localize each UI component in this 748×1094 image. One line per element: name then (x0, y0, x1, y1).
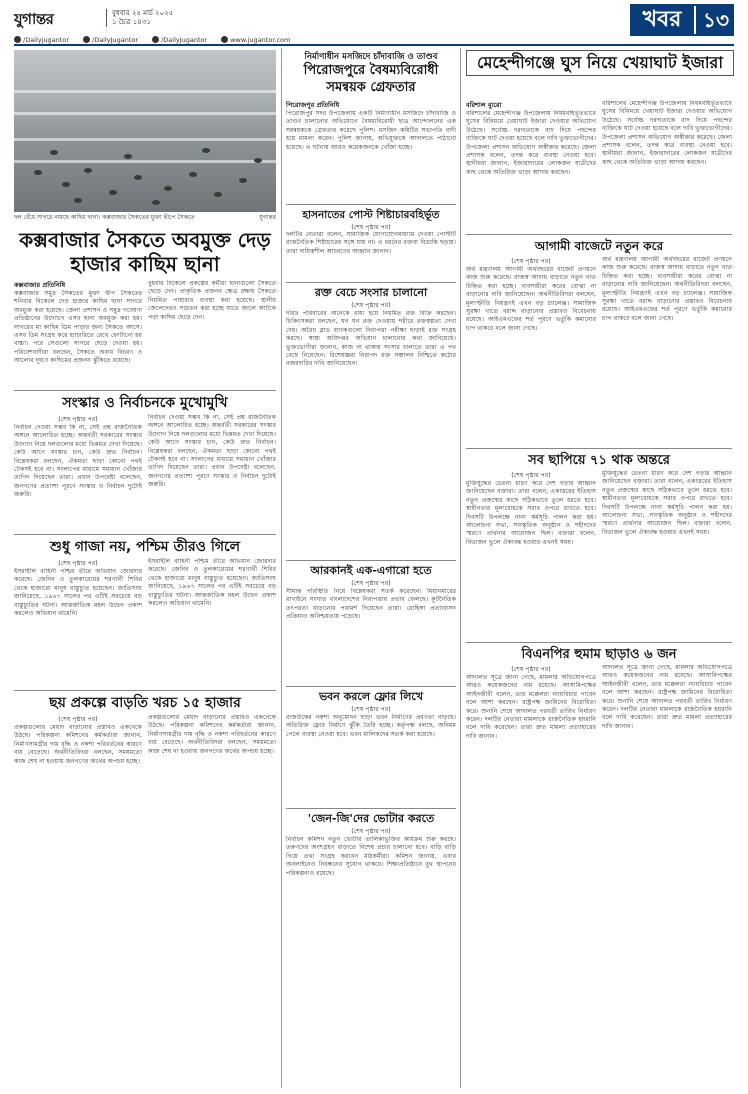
facebook-icon (14, 36, 21, 43)
hasnat-headline: হাসনাতের পোস্ট শিষ্টাচারবহির্ভূত (302, 209, 440, 221)
page-number: ১৩ (694, 6, 736, 34)
bnp-headline: বিএনপির হুমাম ছাড়াও ৬ জন (521, 647, 677, 662)
bhaban-headline: ভবন করলে ফ্লোর লিখে (318, 690, 424, 703)
arakan-body: সীমান্ত পরিস্থিতি নিয়ে বিশ্লেষকরা সতর্ক করেছেন। মিয়ানমারের রাখাইনে সংঘাত বাংলাদেশের নিরাপত্তায় প্রভাব ফেলছে। কূটনৈতিক তৎপরতা বাড়ানোর পরামর্শ দিয়েছেন তারা। রোহিঙ্গা প্রত্যাবাসন প্রক্রিয়াও অনিশ্চয়তায় পড়েছে। (286, 588, 456, 621)
social-link-facebook[interactable]: /Dailyjugantor (14, 36, 69, 44)
reform-headline: সংস্কার ও নির্বাচনকে মুখোমুখি (62, 395, 228, 411)
hasnat-body: দলটির নেতারা বলেন, সামাজিক যোগাযোগমাধ্যমে দেওয়া পোস্টটি রাজনৈতিক শিষ্টাচারের সঙ্গে যায় না। এ ধরনের বক্তব্য বিভ্রান্তি ছড়ায়। তারা দায়িত্বশীল আচরণের আহ্বান জানান। (286, 231, 456, 255)
genz-headline: 'জেন-জি'দের ভোটার করতে (307, 812, 435, 825)
turtle-photo (14, 50, 276, 212)
date-line-1: বুধবার ২৫ মার্চ ২০২৫ (112, 9, 174, 17)
bnp-body-col1: আদালত সূত্রে জানা গেছে, মামলার অভিযোগপত্রে আরও কয়েকজনের নাম রয়েছে। আসামিপক্ষের আইনজীবী বলেন, তার মক্কেলরা ন্যায়বিচার পাবেন বলে আশা করছেন। রাষ্ট্রপক্ষ জামিনের বিরোধিতা করে। শুনানি শেষে আদালত পরবর্তী তারিখ নির্ধারণ করেন। দলটির নেতারা মামলাকে রাজনৈতিক হয়রানি বলে দাবি করেছেন। তারা দ্রুত মামলা প্রত্যাহারের দাবি জানান। (466, 674, 596, 740)
social-link-youtube[interactable]: /DailyJugantor (152, 36, 207, 44)
arakan-headline: আরকানই এক-এগারো হতে (310, 564, 432, 577)
photo-caption: দল বেঁধে সাগরে নামছে কাছিম ছানা। কক্সবাজার সৈকতের মুক্তা দ্বীপে সৈকতে যুগান্তর (14, 214, 276, 221)
reform-body-col2: নির্বাচন দেওয়া সম্ভব কি না, সেই প্রশ্ন রাজনৈতিক অঙ্গনে আলোচিত হচ্ছে। অন্তর্বর্তী সরকারের সংস্কার উদ্যোগ নিয়ে দলগুলোর মধ্যে ভিন্নমত দেখা দিয়েছে। কেউ আগে সংস্কার চান, কেউ দ্রুত নির্বাচন। বিশ্লেষকরা বলছেন, ঐকমত্য ছাড়া কোনো পথই টেকসই হবে না। সংলাপের মাধ্যমে সমাধান খোঁজার তাগিদ দিয়েছেন তারা। প্রধান উপদেষ্টা বলেছেন, জনগণের প্রত্যাশা পূরণে সংস্কার ও নির্বাচন দুটোই জরুরি। (148, 414, 276, 489)
gaza-body-col1: ইসরাইলি বাহিনী পশ্চিম তীরে অভিযান জোরদার করেছে। জেনিন ও তুলকারেমের শরণার্থী শিবির থেকে হাজারো মানুষ বাস্তুচ্যুত হয়েছেন। জাতিসংঘ জানিয়েছে, ১৯৬৭ সালের পর এটিই সবচেয়ে বড় বাস্তুচ্যুতির ঘটনা। আন্তর্জাতিক মহল উদ্বেগ প্রকাশ করলেও অভিযান থামেনি। (14, 568, 142, 618)
photo-credit: যুগান্তর (259, 214, 276, 221)
budget-body-col2: অর্থ মন্ত্রণালয় আগামী অর্থবছরের বাজেট প্রণয়নে কাজ শুরু করেছে। রাজস্ব আদায় বাড়াতে নতুন খাত চিহ্নিত করা হচ্ছে। ব্যবসায়ীরা করের বোঝা না বাড়ানোর দাবি জানিয়েছেন। অর্থনীতিবিদরা বলছেন, মূল্যস্ফীতি নিয়ন্ত্রণই এখন বড় চ্যালেঞ্জ। সামাজিক সুরক্ষা খাতে বরাদ্দ বাড়ানোর প্রস্তাবও বিবেচনায় রয়েছে। আইএমএফের শর্ত পূরণে ভর্তুকি কমানোর চাপ থাকবে বলে জানা গেছে। (602, 256, 732, 322)
mehendiganj-body-col1: বরিশালের মেহেন্দীগঞ্জ উপজেলায় নিয়মবহির্ভূতভাবে ঘুসের বিনিময়ে খেয়াঘাট ইজারা দেওয়ার অভিযোগ উঠেছে। সর্বোচ্চ দরদাতাকে বাদ দিয়ে পছন্দের ব্যক্তিকে ঘাট দেওয়া হয়েছে বলে দাবি ভুক্তভোগীদের। উপজেলা প্রশাসন অভিযোগ অস্বীকার করেছে। জেলা প্রশাসক বলেন, তদন্ত করে ব্যবস্থা নেওয়া হবে। স্থানীয়রা জানান, ইজারাদারের লোকজন যাত্রীদের কাছ থেকে অতিরিক্ত ভাড়া আদায় করছেন। (466, 110, 596, 176)
pirojpur-byline: পিরোজপুর প্রতিনিধি (286, 101, 340, 109)
mehendiganj-headline: মেহেন্দীগঞ্জে ঘুস নিয়ে খেয়াঘাট ইজারা (466, 50, 734, 76)
twitter-icon (83, 36, 90, 43)
gaza-body-col2: ইসরাইলি বাহিনী পশ্চিম তীরে অভিযান জোরদার করেছে। জেনিন ও তুলকারেমের শরণার্থী শিবির থেকে হাজারো মানুষ বাস্তুচ্যুত হয়েছেন। জাতিসংঘ জানিয়েছে, ১৯৬৭ সালের পর এটিই সবচেয়ে বড় বাস্তুচ্যুতির ঘটনা। আন্তর্জাতিক মহল উদ্বেগ প্রকাশ করলেও অভিযান থামেনি। (148, 558, 276, 608)
pirojpur-kicker: নির্মাণাধীন মসজিদে চাঁদাবাজি ও তাণ্ডব (304, 52, 438, 62)
main-body-col2: বুধবার বিকেলে প্রকল্পের কর্মীরা ছানাগুলো সৈকতে ছেড়ে দেন। প্রাকৃতিক প্রজনন ক্ষেত্র রক্ষায় সৈকতে নিয়মিত পাহারার ব্যবস্থা করা হয়েছে। স্থানীয় জেলেদেরও সচেতন করা হচ্ছে যাতে জালে আটকে পড়া কাছিম ছেড়ে দেন। (148, 280, 276, 321)
pirojpur-body: পিরোজপুর সদর উপজেলায় একটি নির্মাণাধীন মসজিদে চাঁদাবাজি ও তাণ্ডব চালানোর অভিযোগে বৈষম্যবিরোধী ছাত্র আন্দোলনের এক সমন্বয়ককে গ্রেফতার করেছে পুলিশ। মসজিদ কমিটির সভাপতি বাদী হয়ে মামলা করেন। পুলিশ জানায়, অভিযুক্তকে আদালতে পাঠানো হয়েছে। এ ঘটনায় আরও কয়েকজনকে খোঁজা হচ্ছে। (286, 110, 456, 151)
masthead (14, 6, 734, 44)
masthead-rule (14, 44, 734, 46)
gaza-headline: শুধু গাজা নয়, পশ্চিম তীরও গিলে (49, 539, 241, 555)
blood-headline: রক্ত বেচে সংসার চালানো (314, 286, 428, 299)
bnp-body-col2: আদালত সূত্রে জানা গেছে, মামলার অভিযোগপত্রে আরও কয়েকজনের নাম রয়েছে। আসামিপক্ষের আইনজীবী বলেন, তার মক্কেলরা ন্যায়বিচার পাবেন বলে আশা করছেন। রাষ্ট্রপক্ষ জামিনের বিরোধিতা করে। শুনানি শেষে আদালত পরবর্তী তারিখ নির্ধারণ করেন। দলটির নেতারা মামলাকে রাজনৈতিক হয়রানি বলে দাবি করেছেন। তারা দ্রুত মামলা প্রত্যাহারের দাবি জানান। (602, 664, 732, 730)
section-badge (630, 4, 734, 36)
project-body-col1: প্রকল্পগুলোর মেয়াদ বাড়ানোর প্রস্তাবও একনেকে উঠছে। পরিকল্পনা কমিশনের কর্মকর্তারা জানান, নির্মাণসামগ্রীর দাম বৃদ্ধি ও নকশা পরিবর্তনের কারণে ব্যয় বেড়েছে। অর্থনীতিবিদরা বলছেন, সময়মতো কাজ শেষ না হওয়ায় জনগণের অর্থের অপচয় হচ্ছে। (14, 724, 142, 765)
social-link-twitter[interactable]: /DailyJugantor (83, 36, 138, 44)
newspaper-logo: যুগান্তর (14, 10, 54, 28)
genz-body: নির্বাচন কমিশন নতুন ভোটার তালিকাভুক্তির কার্যক্রম শুরু করছে। তরুণদের অংশগ্রহণ বাড়াতে বিশেষ প্রচার চালানো হবে। বাড়ি বাড়ি গিয়ে তথ্য সংগ্রহ করবেন মাঠকর্মীরা। কমিশন জানায়, এবার অনলাইনেও নিবন্ধনের সুযোগ থাকবে। শিক্ষাপ্রতিষ্ঠানে বুথ স্থাপনের পরিকল্পনাও রয়েছে। (286, 836, 456, 877)
project-body-col2: প্রকল্পগুলোর মেয়াদ বাড়ানোর প্রস্তাবও একনেকে উঠছে। পরিকল্পনা কমিশনের কর্মকর্তারা জানান, নির্মাণসামগ্রীর দাম বৃদ্ধি ও নকশা পরিবর্তনের কারণে ব্যয় বেড়েছে। অর্থনীতিবিদরা বলছেন, সময়মতো কাজ শেষ না হওয়ায় জনগণের অর্থের অপচয় হচ্ছে। (148, 714, 276, 755)
budget-body-col1: অর্থ মন্ত্রণালয় আগামী অর্থবছরের বাজেট প্রণয়নে কাজ শুরু করেছে। রাজস্ব আদায় বাড়াতে নতুন খাত চিহ্নিত করা হচ্ছে। ব্যবসায়ীরা করের বোঝা না বাড়ানোর দাবি জানিয়েছেন। অর্থনীতিবিদরা বলছেন, মূল্যস্ফীতি নিয়ন্ত্রণই এখন বড় চ্যালেঞ্জ। সামাজিক সুরক্ষা খাতে বরাদ্দ বাড়ানোর প্রস্তাবও বিবেচনায় রয়েছে। আইএমএফের শর্ত পূরণে ভর্তুকি কমানোর চাপ থাকবে বলে জানা গেছে। (466, 266, 596, 332)
budget-headline: আগামী বাজেটে নতুন করে (534, 239, 664, 253)
blood-body: দরিদ্র পরিবারের অনেকে বাধ্য হয়ে নিয়মিত রক্ত বিক্রি করছেন। চিকিৎসকরা বলছেন, ঘন ঘন রক্ত দেওয়ায় শরীরে রক্তস্বল্পতা দেখা দেয়। অবৈধ ব্লাড ব্যাংকগুলো নিরাপত্তা পরীক্ষা ছাড়াই রক্ত সংগ্রহ করছে। স্বাস্থ্য অধিদপ্তর অভিযান চালানোর কথা জানিয়েছে। ভুক্তভোগীরা জানান, কাজ না থাকায় সংসার চালাতে তারা এ পথ বেছে নিয়েছেন। বিশেষজ্ঞরা নিরাপদ রক্ত সঞ্চালন নিশ্চিতে কঠোর নজরদারির দাবি জানিয়েছেন। (286, 310, 456, 368)
main-byline: কক্সবাজার প্রতিনিধি (14, 281, 66, 289)
story71-headline: সব ছাপিয়ে ৭১ থাক অন্তরে (528, 453, 670, 468)
bhaban-body: রাজউকের নকশা অনুমোদন ছাড়া ভবন নির্মাণের প্রবণতা বাড়ছে। অতিরিক্ত ফ্লোর নির্মাণে ঝুঁকি তৈরি হচ্ছে। কর্তৃপক্ষ বলছে, অনিয়ম পেলে ব্যবস্থা নেওয়া হবে। ভবন মালিকদের সতর্ক করা হয়েছে। (286, 714, 456, 738)
reform-body-col1: নির্বাচন দেওয়া সম্ভব কি না, সেই প্রশ্ন রাজনৈতিক অঙ্গনে আলোচিত হচ্ছে। অন্তর্বর্তী সরকারের সংস্কার উদ্যোগ নিয়ে দলগুলোর মধ্যে ভিন্নমত দেখা দিয়েছে। কেউ আগে সংস্কার চান, কেউ দ্রুত নির্বাচন। বিশ্লেষকরা বলছেন, ঐকমত্য ছাড়া কোনো পথই টেকসই হবে না। সংলাপের মাধ্যমে সমাধান খোঁজার তাগিদ দিয়েছেন তারা। প্রধান উপদেষ্টা বলেছেন, জনগণের প্রত্যাশা পূরণে সংস্কার ও নির্বাচন দুটোই জরুরি। (14, 424, 142, 499)
globe-icon (221, 36, 228, 43)
mehendiganj-byline: বরিশাল ব্যুরো (466, 101, 502, 109)
main-headline: কক্সবাজার সৈকতে অবমুক্ত দেড় হাজার কাছিম ছানা (19, 228, 271, 276)
main-body-col1: কক্সবাজার সমুদ্র সৈকতের মুক্তা দ্বীপ সৈকতের শনিবার বিকেলে দেড় হাজার কাছিম ছানা সাগরে অবমুক্ত করা হয়েছে। জেলা প্রশাসন ও সমুদ্র গবেষণা প্রতিষ্ঠানের উদ্যোগে এসব ছানা অবমুক্ত করা হয়। সাগরের মা কাছিম ডিম পাড়ার জন্য সৈকতে আসে। এসব ডিম সংগ্রহ করে হ্যাচারিতে রেখে ফোটানো হয় বাচ্চা। পরে সেগুলো সাগরে ছেড়ে দেওয়া হয়। পরিবেশবাদীরা বলছেন, সৈকতে অবাধ বিচরণ ও আলোর দূষণে কাছিমের প্রজনন ঝুঁকিতে রয়েছে। (14, 290, 142, 365)
section-name: খবর (642, 7, 682, 32)
story71-body-col1: মুক্তিযুদ্ধের চেতনা ধারণ করে দেশ গড়ার আহ্বান জানিয়েছেন বক্তারা। তারা বলেন, একাত্তরের ইতিহাস নতুন প্রজন্মের কাছে সঠিকভাবে তুলে ধরতে হবে। স্বাধীনতার মূল্যবোধকে সবার ওপরে রাখতে হবে। দিবসটি উপলক্ষে নানা কর্মসূচি পালন করা হয়। আলোচনা সভা, সাংস্কৃতিক অনুষ্ঠান ও শহীদদের স্মরণে প্রার্থনার আয়োজন ছিল। বক্তারা বলেন, বিভাজন ভুলে ঐক্যবদ্ধ হওয়ার এখনই সময়। (466, 480, 596, 546)
youtube-icon (152, 36, 159, 43)
date-line-2: ১ চৈত্র ১৪৩১ (112, 18, 151, 26)
website-link[interactable]: www.jugantor.com (221, 36, 290, 44)
pirojpur-headline: পিরোজপুরে বৈষম্যবিরোধী সমন্বয়ক গ্রেফতার (303, 63, 439, 95)
mehendiganj-body-col2: বরিশালের মেহেন্দীগঞ্জ উপজেলায় নিয়মবহির্ভূতভাবে ঘুসের বিনিময়ে খেয়াঘাট ইজারা দেওয়ার অভিযোগ উঠেছে। সর্বোচ্চ দরদাতাকে বাদ দিয়ে পছন্দের ব্যক্তিকে ঘাট দেওয়া হয়েছে বলে দাবি ভুক্তভোগীদের। উপজেলা প্রশাসন অভিযোগ অস্বীকার করেছে। জেলা প্রশাসক বলেন, তদন্ত করে ব্যবস্থা নেওয়া হবে। স্থানীয়রা জানান, ইজারাদারের লোকজন যাত্রীদের কাছ থেকে অতিরিক্ত ভাড়া আদায় করছেন। (602, 100, 732, 166)
story71-body-col2: মুক্তিযুদ্ধের চেতনা ধারণ করে দেশ গড়ার আহ্বান জানিয়েছেন বক্তারা। তারা বলেন, একাত্তরের ইতিহাস নতুন প্রজন্মের কাছে সঠিকভাবে তুলে ধরতে হবে। স্বাধীনতার মূল্যবোধকে সবার ওপরে রাখতে হবে। দিবসটি উপলক্ষে নানা কর্মসূচি পালন করা হয়। আলোচনা সভা, সাংস্কৃতিক অনুষ্ঠান ও শহীদদের স্মরণে প্রার্থনার আয়োজন ছিল। বক্তারা বলেন, বিভাজন ভুলে ঐক্যবদ্ধ হওয়ার এখনই সময়। (602, 470, 732, 536)
project-headline: ছয় প্রকল্পে বাড়তি খরচ ১৫ হাজার (49, 695, 241, 711)
issue-date (106, 9, 173, 27)
